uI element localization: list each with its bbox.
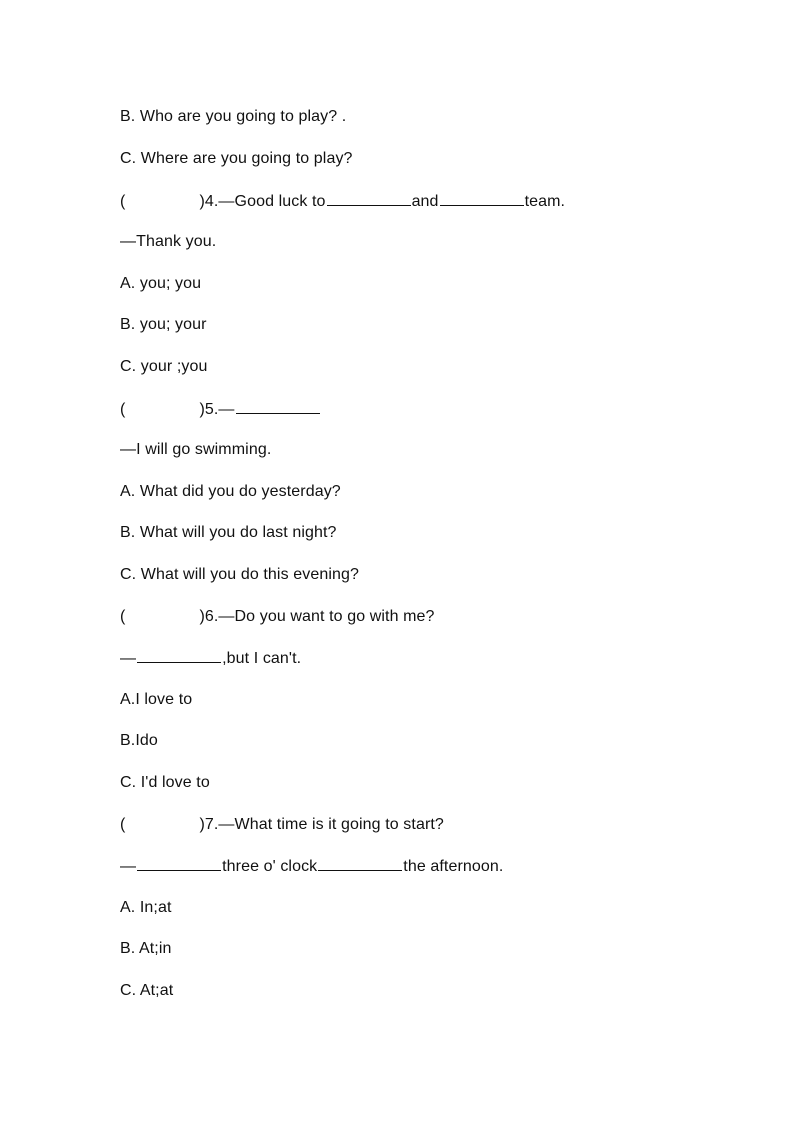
- question-text: —Do you want to go with me?: [218, 608, 435, 625]
- question-4: [120, 190, 565, 212]
- fill-blank[interactable]: [327, 190, 411, 206]
- question-number: )6.: [199, 608, 219, 625]
- option-c-q7: C. At;at: [120, 982, 174, 999]
- question-5: [120, 398, 321, 420]
- option-c-q4: C. your ;you: [120, 358, 208, 375]
- option-a-q4: A. you; you: [120, 275, 202, 292]
- option-b-q6: B.Ido: [120, 732, 158, 749]
- answer-paren-open: (: [120, 608, 126, 625]
- response-q7: [120, 855, 503, 877]
- response-text: ,but I can't.: [222, 650, 302, 667]
- answer-paren-open: (: [120, 816, 126, 833]
- response-q5: —I will go swimming.: [120, 441, 272, 458]
- dash: —: [218, 193, 235, 210]
- dash: —: [120, 858, 137, 875]
- response-q6: [120, 647, 301, 669]
- question-6: [120, 606, 435, 628]
- dash: —: [218, 401, 235, 418]
- option-c-q3: C. Where are you going to play?: [120, 150, 353, 167]
- question-text: Good luck to: [234, 193, 326, 210]
- option-a-q7: A. In;at: [120, 899, 172, 916]
- option-b-q5: B. What will you do last night?: [120, 524, 337, 541]
- dash: —: [120, 650, 137, 667]
- option-b-q7: B. At;in: [120, 940, 172, 957]
- question-text: team.: [524, 193, 566, 210]
- question-text: and: [411, 193, 439, 210]
- fill-blank[interactable]: [137, 647, 221, 663]
- fill-blank[interactable]: [236, 398, 320, 414]
- fill-blank[interactable]: [137, 855, 221, 871]
- fill-blank[interactable]: [318, 855, 402, 871]
- response-text: three o' clock: [222, 858, 318, 875]
- option-c-q6: C. I'd love to: [120, 774, 210, 791]
- answer-paren-open: (: [120, 401, 126, 418]
- question-number: )7.: [199, 816, 219, 833]
- option-c-q5: C. What will you do this evening?: [120, 566, 359, 583]
- question-text: —What time is it going to start?: [218, 816, 444, 833]
- response-text: the afternoon.: [403, 858, 504, 875]
- answer-paren-open: (: [120, 193, 126, 210]
- option-a-q5: A. What did you do yesterday?: [120, 483, 341, 500]
- option-b-q4: B. you; your: [120, 316, 207, 333]
- response-q4: —Thank you.: [120, 233, 217, 250]
- question-7: [120, 814, 444, 836]
- option-b-q3: B. Who are you going to play? .: [120, 108, 347, 125]
- fill-blank[interactable]: [440, 190, 524, 206]
- option-a-q6: A.I love to: [120, 691, 193, 708]
- question-number: )5.: [199, 401, 219, 418]
- question-number: )4.: [199, 193, 219, 210]
